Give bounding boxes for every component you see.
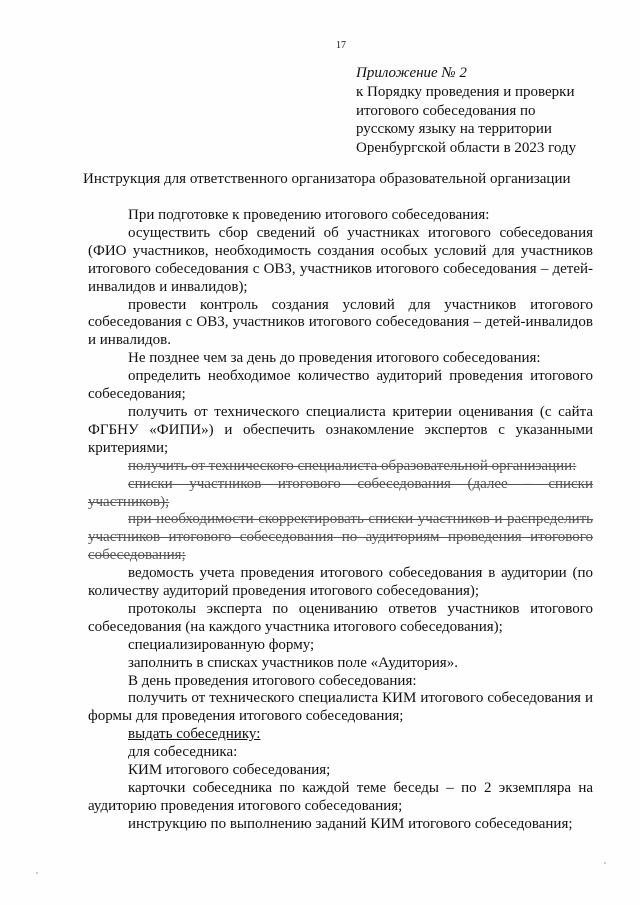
paragraph: заполнить в списках участников поле «Аудитория». [128,654,458,671]
paragraph: протоколы эксперта по оцениванию ответов участников итогового собеседования (на каждого участника итогового собеседования); [88,600,593,635]
document-body [88,207,593,834]
paragraph: Не позднее чем за день до проведения итогового собеседования: [128,350,541,367]
struck-paragraph: списки участников итогового собеседования (далее – списки участников); [88,475,593,510]
underlined-text: выдать собеседнику: [128,726,261,743]
appendix-block [356,64,626,158]
paragraph: В день проведения итогового собеседования: [128,672,417,689]
paragraph: провести контроль создания условий для участников итогового собеседования с ОВЗ, участников итогового собеседования – детей-инвалидов и инвалидов. [88,296,593,349]
appendix-line: Оренбургской области в 2023 году [356,140,577,157]
paragraph: специализированную форму; [128,636,315,653]
paragraph: получить от технического специалиста критерии оценивания (с сайта ФГБНУ «ФИПИ») и обеспечить ознакомление экспертов с указанными критериями; [88,403,593,456]
appendix-line: русскому языку на территории [356,121,552,138]
paragraph: КИМ итогового собеседования; [128,762,331,779]
paragraph: для собеседника: [128,744,238,761]
appendix-title: Приложение № 2 [356,65,467,81]
scan-speck [36,872,38,874]
paragraph: определить необходимое количество аудиторий проведения итогового собеседования; [88,368,593,403]
paragraph: инструкцию по выполнению заданий КИМ итогового собеседования; [128,815,573,832]
scan-speck [604,862,606,864]
struck-paragraph: получить от технического специалиста образовательной организации: [128,457,577,474]
document-heading: Инструкция для ответственного организатора образовательной организации [83,171,571,187]
paragraph: получить от технического специалиста КИМ итогового собеседования и формы для проведения итогового собеседования; [88,690,593,725]
appendix-line: к Порядку проведения и проверки [356,83,575,100]
paragraph: осуществить сбор сведений об участниках итогового собеседования (ФИО участников, необходимость создания особых условий для участников итогового собеседования с ОВЗ, участников итогового собеседования – детей-инвалидов и инвалидов); [88,224,593,295]
paragraph: ведомость учета проведения итогового собеседования в аудитории (по количеству аудиторий проведения итогового собеседования); [88,565,593,600]
appendix-line: итогового собеседования по [356,102,536,119]
page-number: 17 [336,40,346,51]
struck-paragraph: при необходимости скорректировать списки участников и распределить участников итогового собеседования по аудиториям проведения итогового собеседования; [88,511,593,564]
paragraph: карточки собеседника по каждой теме беседы – по 2 экземпляра на аудиторию проведения итогового собеседования; [88,780,593,814]
paragraph: При подготовке к проведению итогового собеседования: [128,207,490,223]
paragraph [88,726,593,744]
